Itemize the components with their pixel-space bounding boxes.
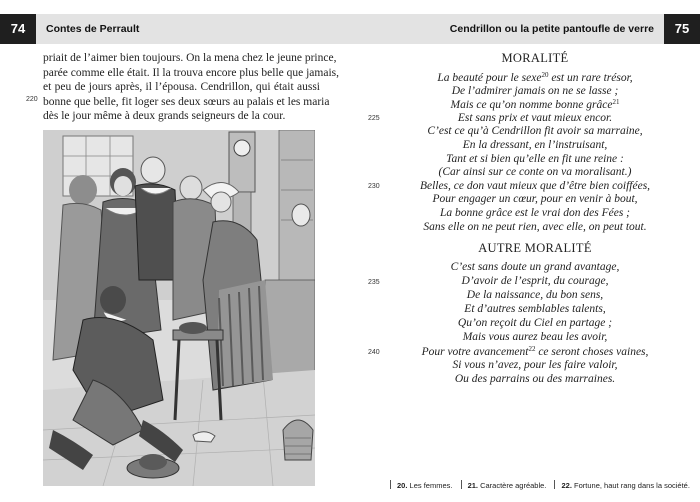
verse-line: Tant et si bien qu’elle en fit une reine : bbox=[446, 152, 624, 165]
line-number-230: 230 bbox=[368, 183, 380, 190]
verse-line: En la dressant, en l’instruisant, bbox=[462, 139, 608, 151]
footnote-number: 21. bbox=[467, 481, 478, 490]
verse-line: Sans elle on ne peut rien, avec elle, on peut tout. bbox=[423, 220, 647, 233]
page-number-right: 75 bbox=[664, 14, 700, 44]
footnote-text: Fortune, haut rang dans la société. bbox=[574, 481, 690, 490]
footnote-number: 22. bbox=[561, 481, 572, 490]
verse-line: La beauté pour le sexe$^{20}$ est un rare trésor, bbox=[437, 71, 633, 84]
autre-moralite-heading: AUTRE MORALITÉ bbox=[478, 241, 592, 255]
verse-line: Ou des parrains ou des marraines. bbox=[454, 373, 616, 385]
footnote-ref-21[interactable]: 21 bbox=[612, 98, 620, 107]
verse-line: C’est ce qu’à Cendrillon fit avoir sa marraine, bbox=[427, 125, 643, 138]
prose-paragraph bbox=[43, 51, 339, 124]
footnote-ref-22[interactable]: 22 bbox=[528, 345, 536, 353]
right-header-bar bbox=[350, 14, 700, 44]
verse-line: Belles, ce don vaut mieux que d’être bien coiffées, bbox=[419, 179, 651, 192]
moralite-heading: MORALITÉ bbox=[501, 51, 569, 65]
verse-line: Si vous n’avez, pour les faire valoir, bbox=[452, 359, 618, 371]
verse-line: D’avoir de l’esprit, du courage, bbox=[461, 275, 609, 287]
line-number-220: 220 bbox=[26, 96, 38, 103]
prose-line: et peu de jours après, il l’épousa. Cendrillon, qui était aussi bbox=[43, 81, 320, 93]
illustration-drawing bbox=[43, 130, 315, 486]
footnotes bbox=[384, 480, 690, 490]
verse-line: (Car ainsi sur ce conte on va moralisant.) bbox=[438, 166, 632, 179]
engraving-illustration bbox=[43, 130, 315, 486]
verse-line: De la naissance, du bon sens, bbox=[466, 289, 604, 301]
right-page bbox=[350, 0, 700, 502]
prose-line: priait de l’aimer bien toujours. On la mena chez le jeune prince, bbox=[43, 52, 337, 64]
line-number-225: 225 bbox=[368, 115, 380, 122]
running-head-left: Contes de Perrault bbox=[46, 23, 140, 35]
verse-line: La bonne grâce est le vrai don des Fées ; bbox=[439, 207, 631, 219]
footnote-text: Caractère agréable. bbox=[480, 481, 547, 490]
footnote-ref-20[interactable]: 20 bbox=[541, 71, 549, 79]
verse-line: Pour votre avancement$^{22}$ ce seront choses vaines, bbox=[421, 345, 649, 358]
left-header-bar bbox=[0, 14, 350, 44]
footnote-text: Les femmes. bbox=[409, 481, 453, 490]
prose-line: bonne que belle, fit loger ses deux sœurs au palais et les maria bbox=[43, 95, 330, 108]
running-head-right: Cendrillon ou la petite pantoufle de verre bbox=[449, 23, 654, 35]
footnote-number: 20. bbox=[397, 481, 408, 490]
verse-line: Mais vous aurez beau les avoir, bbox=[462, 331, 608, 343]
page-number-left: 74 bbox=[0, 14, 36, 44]
verse-line: Qu’on reçoit du Ciel en partage ; bbox=[457, 317, 613, 329]
verse-line: C’est sans doute un grand avantage, bbox=[450, 261, 620, 273]
prose-line: dès le jour même à deux grands seigneurs de la cour. bbox=[43, 110, 286, 122]
prose-line: parée comme elle était. Il la trouva encore plus belle que jamais, bbox=[43, 66, 339, 79]
verse-line: Est sans prix et vaut mieux encor. bbox=[457, 111, 613, 124]
verse-line: Pour engager un cœur, pour en venir à bout, bbox=[432, 193, 638, 206]
verse-line: Et d’autres semblables talents, bbox=[464, 303, 606, 315]
verse-line: Mais ce qu’on nomme bonne grâce$^{21}$ bbox=[450, 98, 620, 112]
verse-line: De l’admirer jamais on ne se lasse ; bbox=[451, 84, 619, 97]
line-number-240: 240 bbox=[368, 349, 380, 356]
line-number-235: 235 bbox=[368, 279, 380, 286]
